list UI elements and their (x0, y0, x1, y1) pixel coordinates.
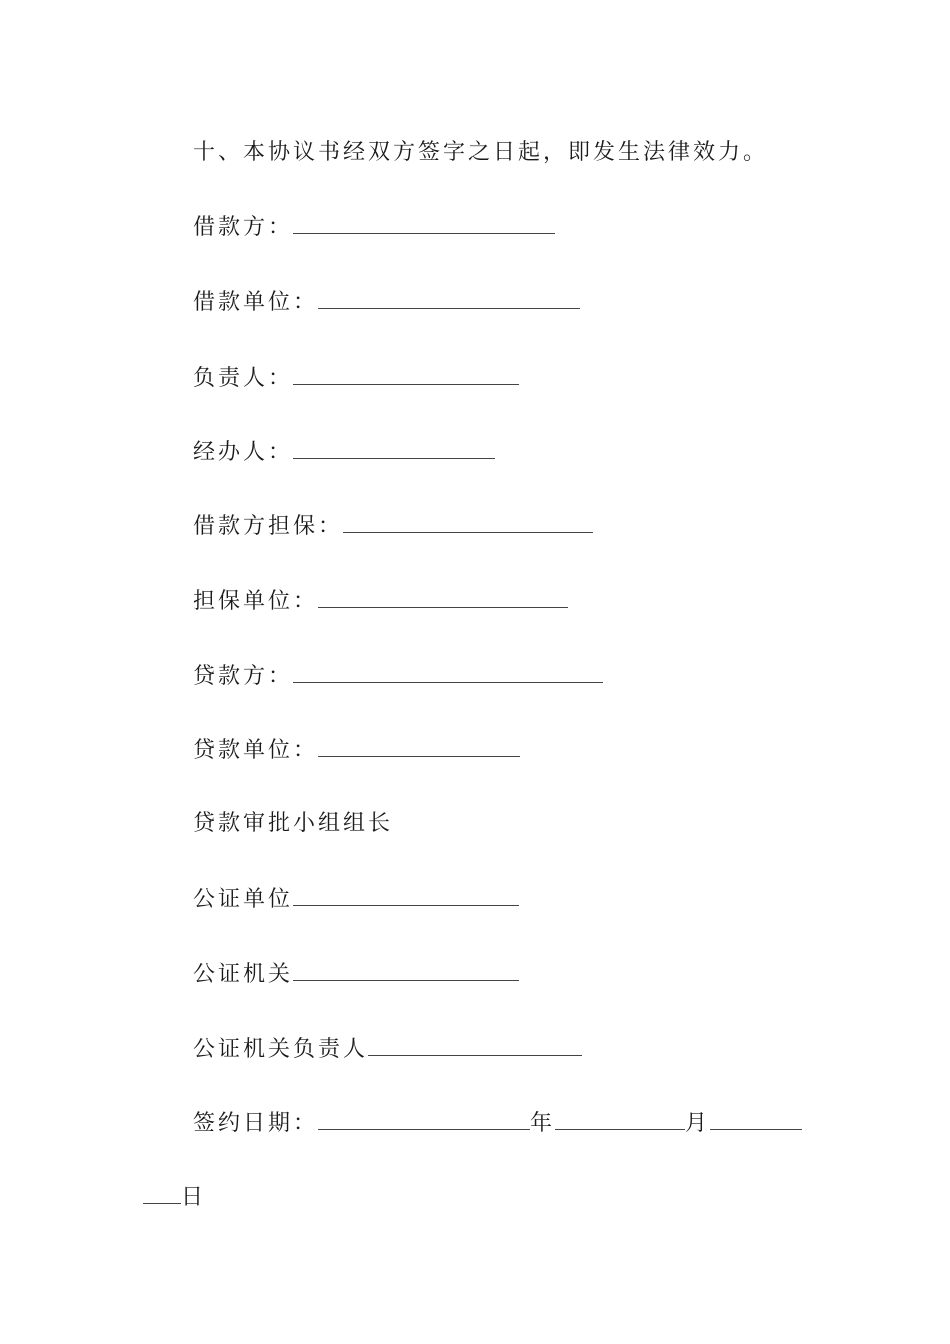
borrower-unit-row (193, 286, 580, 318)
lender-label: 贷款方： (193, 664, 294, 689)
person-in-charge-row (193, 362, 519, 394)
lender-row (193, 660, 603, 692)
lender-unit-label: 贷款单位： (193, 738, 319, 763)
sign-day-blank-start[interactable] (710, 1107, 802, 1130)
guarantee-unit-label: 担保单位： (193, 589, 319, 614)
sign-day-row (143, 1181, 206, 1213)
borrower-row (193, 211, 555, 243)
day-label: 日 (181, 1185, 207, 1210)
notary-unit-blank[interactable] (293, 883, 519, 906)
person-in-charge-blank[interactable] (293, 362, 519, 385)
lender-unit-blank[interactable] (318, 734, 520, 757)
clause-ten-text: 十、本协议书经双方签字之日起，即发生法律效力。 (193, 140, 769, 165)
notary-office-head-label: 公证机关负责人 (193, 1037, 369, 1062)
notary-office-head-row (193, 1033, 582, 1065)
notary-office-row (193, 958, 519, 990)
sign-day-blank-end[interactable] (143, 1181, 181, 1204)
year-label: 年 (530, 1111, 556, 1136)
loan-approval-leader-row (193, 809, 393, 839)
loan-approval-leader-label: 贷款审批小组组长 (193, 811, 394, 836)
handler-row (193, 436, 495, 468)
handler-label: 经办人： (193, 440, 294, 465)
notary-office-label: 公证机关 (193, 962, 294, 987)
notary-unit-label: 公证单位 (193, 887, 294, 912)
sign-year-blank[interactable] (318, 1107, 530, 1130)
lender-unit-row (193, 734, 520, 766)
notary-office-blank[interactable] (293, 958, 519, 981)
borrower-label: 借款方： (193, 215, 294, 240)
lender-blank[interactable] (293, 660, 603, 683)
sign-month-blank[interactable] (555, 1107, 685, 1130)
sign-date-row (193, 1107, 802, 1139)
notary-unit-row (193, 883, 519, 915)
borrower-unit-label: 借款单位： (193, 290, 319, 315)
borrower-unit-blank[interactable] (318, 286, 580, 309)
borrower-blank[interactable] (293, 211, 555, 234)
clause-ten (193, 138, 768, 168)
borrower-guarantee-label: 借款方担保： (193, 514, 344, 539)
notary-office-head-blank[interactable] (368, 1033, 582, 1056)
guarantee-unit-blank[interactable] (318, 585, 568, 608)
borrower-guarantee-row (193, 510, 593, 542)
person-in-charge-label: 负责人： (193, 366, 294, 391)
handler-blank[interactable] (293, 436, 495, 459)
sign-date-label: 签约日期： (193, 1111, 319, 1136)
borrower-guarantee-blank[interactable] (343, 510, 593, 533)
month-label: 月 (685, 1111, 711, 1136)
guarantee-unit-row (193, 585, 568, 617)
